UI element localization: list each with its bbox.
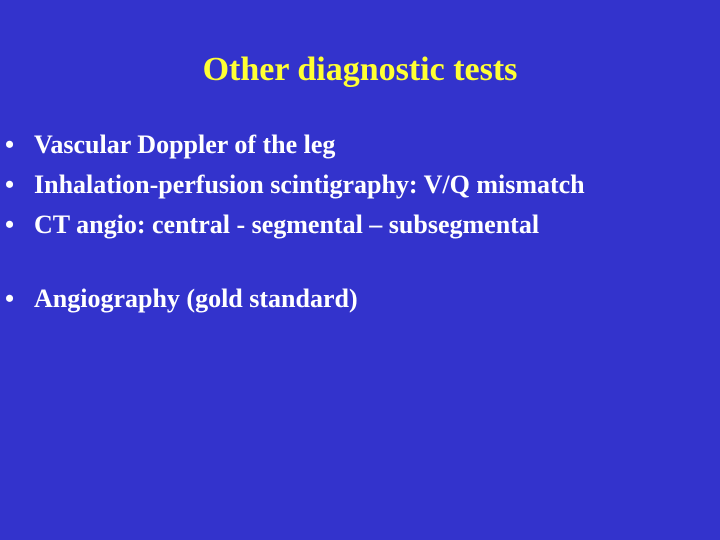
slide-title: Other diagnostic tests [202, 51, 518, 88]
bullet-item-ct-angio [0, 206, 700, 243]
bullet-icon: • [5, 130, 15, 159]
bullet-item-scintigraphy [0, 166, 700, 203]
bullet-text: CT angio: central - segmental – subsegmental [34, 210, 540, 239]
bullet-icon: • [5, 210, 15, 239]
bullet-text: Inhalation-perfusion scintigraphy: V/Q mismatch [34, 170, 585, 199]
bullet-item-angiography [0, 280, 700, 317]
bullet-text: Angiography (gold standard) [34, 284, 358, 313]
bullet-text: Vascular Doppler of the leg [34, 130, 336, 159]
bullet-icon: • [5, 284, 15, 313]
bullet-list [0, 126, 700, 320]
bullet-icon: • [5, 170, 15, 199]
bullet-item-vascular-doppler [0, 126, 700, 163]
